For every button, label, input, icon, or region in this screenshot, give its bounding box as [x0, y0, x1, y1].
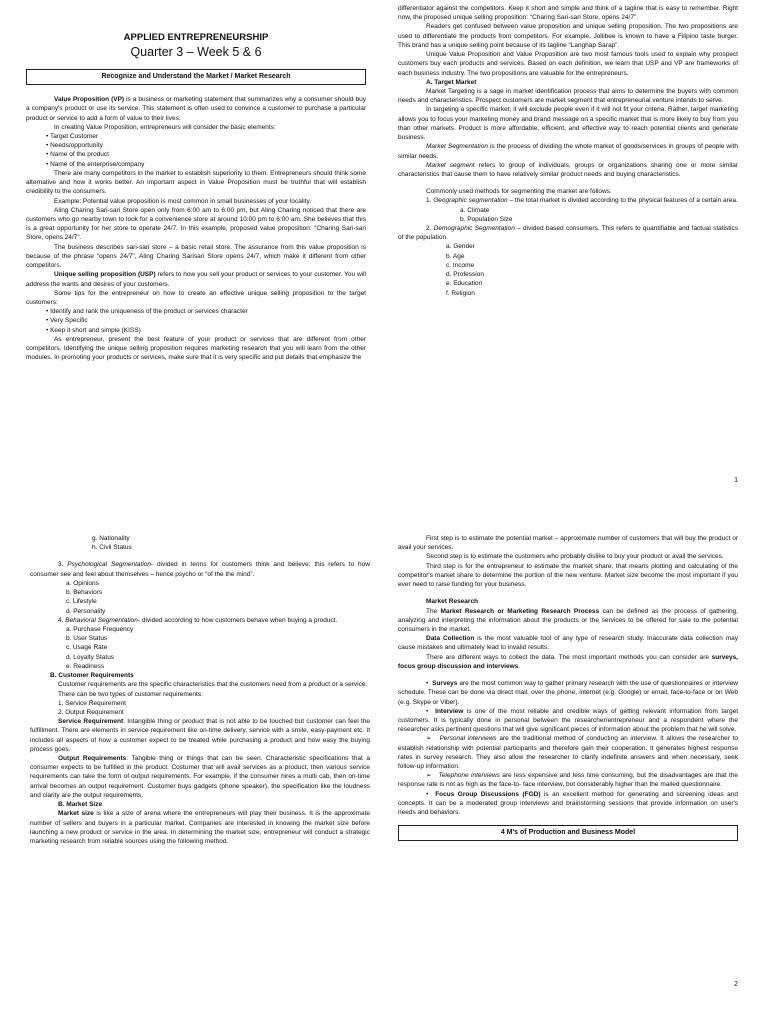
list-item: c. Usage Rate	[66, 644, 108, 652]
paragraph: 1. Geographic segmentation – the total market is divided according to the physical features of a certain area.	[426, 197, 738, 205]
list-item: d. Personality	[66, 607, 106, 615]
list-item: c. Lifestyle	[66, 598, 97, 606]
paragraph: Unique Value Proposition and Value Proposition are two most famous tools used to explain why prospect customers buy each products and services. Based on each definition, we learn that USP and VP are frameworks of each business industry. The two propositions are valuable for the entrepreneurs.	[398, 51, 738, 77]
paragraph: First step is to estimate the potential market – approximate number of customers that will buy the product or avail your services.	[398, 535, 738, 552]
list-item: g. Nationality	[92, 535, 130, 542]
paragraph: Some tips for the entrepreneur on how to create an effective unique selling proposition to the target customers:	[26, 289, 366, 306]
page1-left-column	[26, 32, 366, 363]
list-item: d. Profession	[446, 271, 484, 279]
paragraph: Commonly used methods for segmenting the market are follows.	[426, 188, 612, 196]
paragraph: In targeting a specific market, it will exclude people even if it will not fit your criteria. Rather, target marketing allows you to focus your marketing money and brand message on a specific market that is more likely to buy from you than other markets. Product is more affordable, efficient, and effective way to reach potential clients and generate business.	[398, 106, 738, 142]
paragraph: Output Requirements: Tangible thing or things that can be seen. Characteristic specifications that a consumer expects to be fulfilled in the product. Costumer that will avail services as a product, then various service requirements can take the form of output requirements. For example, if the consumer hires a multi cab, then on-time arrival becomes an output requirement. Customer buys gadgets (phone speaker), the specification like the loudness and clarity are the output requirements.	[30, 755, 370, 799]
paragraph: Second step is to estimate the customers who probably dislike to buy your product or avail the services.	[426, 553, 724, 561]
paragraph: • Surveys are the most common way to gather primary research with the use of questionnaires or interview schedule. These can be done via direct mail, over the phone, internet (e.g. Google) or email, face-to-face or on Web (e.g. Skype or Viber).	[398, 680, 739, 706]
list-item: • Target Customer	[46, 133, 99, 141]
section-title-box: Recognize and Understand the Market / Market Research	[26, 69, 366, 85]
paragraph: In creating Value Proposition, entrepreneurs will consider the basic elements:	[54, 123, 276, 131]
list-item: • Keep it short and simple (KISS)	[46, 326, 141, 334]
paragraph: 4. Behavioral Segmentation- divided according to how customers behave when buying a product.	[58, 616, 338, 624]
paragraph: There can be two types of customer requirements:	[58, 690, 203, 698]
page-number: 1	[734, 477, 738, 484]
paragraph: • Interview is one of the most reliable and credible ways of getting relevant information from target customers. It is typically done in personal between the researcher/entrepreneur and a respondent where the researcher asks pertinent questions that will give significant pieces of information about the problem that he will solve.	[398, 707, 739, 734]
paragraph: Readers get confused between value proposition and unique selling proposition. The two propositions are used to differentiate the products from competitors. For example, Jollibee is known to have a Filipino taste burger. This brand has a unique selling point because of its tagline “Langhap Sarap”.	[398, 23, 738, 49]
page-number: 2	[734, 981, 738, 988]
list-item: 1. Service Requirement	[58, 699, 126, 707]
paragraph: Service Requirement: Intangible thing or product that is not able to be touched but customer can feel the fulfillment. There are elements in service requirement like on-time delivery, service with a smile, easy-payment etc. It includes all aspects of how a customer expect to be treated while purchasing a product and how easy the buying process goes.	[30, 718, 370, 753]
paragraph: 3. Psychological Segmentation- divided in terms for customers think and believe; this refers to how consumer see and feel about themselves – hence psycho or “of the the mind”.	[30, 561, 370, 578]
paragraph: Customer requirements are the specific characteristics that the customers need from a product or a service.	[58, 681, 368, 689]
list-item: • Name of the product	[46, 151, 109, 159]
paragraph: Example: Potential value proposition is most common in small businesses of your locality.	[54, 197, 312, 205]
list-item: a. Gender	[446, 243, 475, 251]
paragraph: Market size is like a size of arena where the entrepreneurs will play their business. It is the approximate number of sellers and buyers in a particular market. Companies are interested in knowing the market size before launching a new product or service in the area. In determining the market size, entrepreneur will conduct a strategic marketing research from reliable sources using the following method.	[30, 810, 370, 845]
section-heading: A. Target Market	[426, 78, 477, 86]
page2-left-column	[30, 534, 370, 846]
list-item: c. Income	[446, 261, 475, 269]
document-subtitle: Quarter 3 – Week 5 & 6	[130, 45, 262, 60]
paragraph: There are many competitors in the market to establish superiority to them. Entrepreneurs should think some alternative and how it works better. An important aspect in Value Proposition must be truthful that will establish credibility to the consumers.	[26, 169, 366, 196]
list-item: h. Civil Status	[92, 544, 132, 552]
page1-right-column	[398, 4, 738, 298]
paragraph: Third step is for the entrepreneur to estimate the market share, that means plotting and calculating of the competitor's market share to determine the portion of the new venture. Market size become the most important if you ever need to raise funding for your business.	[398, 562, 738, 589]
list-item: e. Education	[446, 280, 483, 288]
paragraph: Market Targeting is a sage in market identification process that aims to determine the buyers with common needs and characteristics. Prospect customers are market segment that entrepreneurial venture intends to serve.	[398, 87, 738, 105]
list-item: a. Opinions	[66, 579, 99, 587]
list-item: f. Religion	[446, 289, 475, 297]
paragraph: ➢ Telephone interviews are less expensive and less time consuming, but the disadvantages are that the response rate is not as high as the face-to- face interview, but considerably higher than the mailed questionnaire.	[398, 772, 739, 789]
list-item: b. User Status	[66, 635, 108, 643]
list-item: • Needs/opportunity	[46, 142, 103, 150]
paragraph: The business describes sari-sari store – a basic retail store. The assurance from this value proposition is because of the phrase “opens 24/7”, Aling Charing Sarisari Store opens 24/7, which make it different from other competitors.	[26, 243, 366, 270]
paragraph: differentiator against the competitors. Keep it short and simple and think of a tagline that is easy to remember. Right now, the proposed unique selling proposition: “Charing Sari-sari Store, opens 24/7”.	[398, 5, 738, 22]
section-title-box: 4 M's of Production and Business Model	[398, 825, 738, 841]
list-item: • Very Specific	[46, 317, 88, 325]
list-item: b. Age	[446, 252, 465, 260]
list-item: d. Loyalty Status	[66, 653, 115, 661]
list-item: a. Climate	[460, 206, 490, 214]
paragraph: Aling Charing Sari-sari Store open only from 6:00 am to 6:00 pm, but Aling Charing noticed that there are customers who go nearby town to look for a convenience store at around 10:00 pm to 6:00 am. She believes that this is a great opportunity for her store to operate 24/7. In this example, proposed value proposition: “Charing Sari-sari Store, opens 24/7”.	[26, 206, 366, 242]
page2-right-column	[398, 534, 738, 841]
list-item: • Identify and rank the uniqueness of the product or services character	[46, 308, 248, 316]
usp-paragraph: Unique selling proposition (USP) refers to how you sell your product or services to your customer. You will address the wants and desires of your customers.	[26, 271, 366, 288]
section-heading: B. Customer Requirements	[50, 672, 134, 680]
list-item: • Name of the enterprise/company	[46, 160, 145, 168]
list-item: e. Readiness	[66, 662, 104, 670]
paragraph: There are different ways to collect the data. The most important methods you can consider are surveys, focus group discussion and interviews.	[398, 653, 738, 670]
section-heading: B. Market Size	[58, 801, 103, 809]
section-heading: Market Research	[426, 598, 479, 606]
list-item: b. Behaviors	[66, 589, 103, 597]
paragraph: Market Segmentation is the process of dividing the whole market of goods/services in groups of people with similar needs.	[398, 143, 738, 160]
vp-paragraph: Value Proposition (VP) is a business or marketing statement that summarizes why a consumer should buy a company's product or use its service. This statement is often used to convince a customer to purchase a particular product or service to add a form of value to their lives.	[26, 96, 366, 122]
paragraph: The Market Research or Marketing Research Process can be defined as the process of gathering, analyzing and interpreting the information about the products or the services to be offered for sale to the potential consumers in the market.	[398, 607, 738, 633]
paragraph: 2. Demographic Segmentation – divided based consumers. This refers to quantifiable and factual statistics of the population.	[398, 225, 739, 242]
document-title: APPLIED ENTREPRENEURSHIP	[123, 32, 269, 43]
paragraph: ➢ Personal interviews are the traditional method of conducting an interview. It allows the researcher to establish relationship with potential participants and therefore gain their cooperation. It generates highest response rates in survey research. They also allow the researcher to clarify indefinite answers and when necessary, seek follow-up information.	[398, 735, 738, 771]
document-page-2	[0, 512, 768, 1024]
paragraph: Market segment refers to group of individuals, groups or organizations sharing one or more similar characteristics that cause them to have relatively similar product needs and buying characteristics.	[398, 161, 738, 178]
paragraph: As entrepreneur, present the best feature of your product or services that are different from other competitors. Identifying the unique selling proposition requires marketing research that you will learn from the other modules. In promoting your products or services, make sure that it is very specific and put details that emphasize the	[26, 335, 366, 362]
paragraph: Data Collection is the most valuable tool of any type of research study. Inaccurate data collection may cause mistakes and ultimately lead to invalid results.	[398, 635, 739, 652]
list-item: a. Purchase Frequency	[66, 625, 134, 633]
paragraph: • Focus Group Discussions (FGD) is an excellent method for generating and screening ideas and concepts. It can be a moderated group interviews and brainstorming sessions that provide information on user's needs and behaviors.	[398, 790, 739, 817]
list-item: b. Population Size	[460, 215, 513, 223]
list-item: 2. Output Requirement	[58, 708, 124, 716]
